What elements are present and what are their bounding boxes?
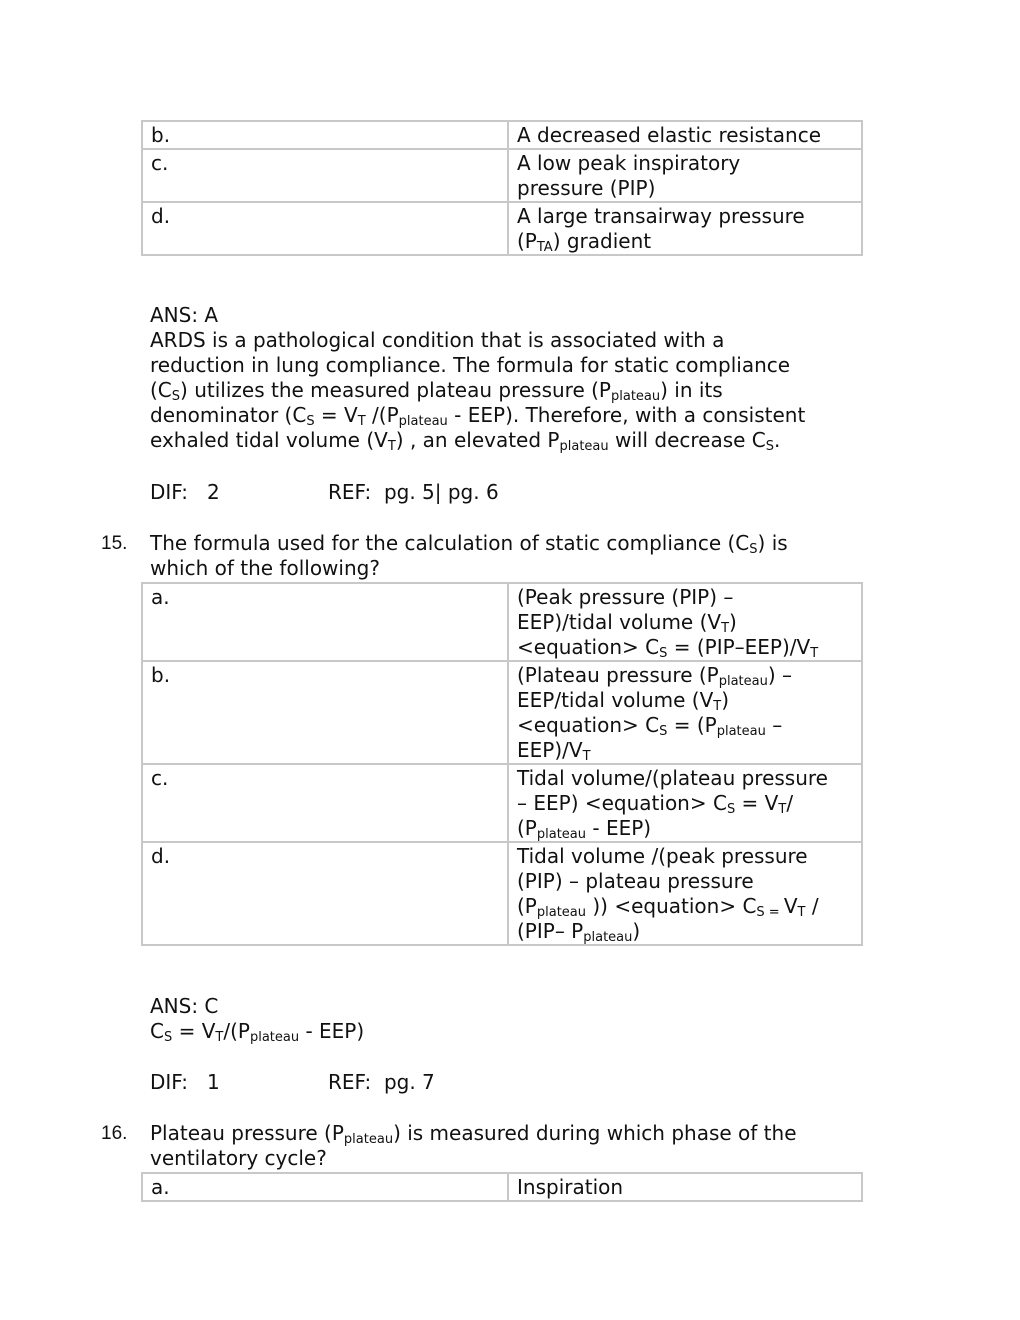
q15-difficulty: DIF: 1	[150, 1070, 220, 1094]
option-text: Inspiration	[508, 1173, 862, 1201]
q14-options-table	[141, 120, 863, 256]
option-letter: c.	[142, 149, 508, 202]
option-letter: c.	[142, 764, 508, 842]
option-row-c	[142, 764, 862, 842]
q14-reference: REF: pg. 5| pg. 6	[328, 480, 499, 504]
option-text: (Plateau pressure $(P_{plateau})$ – EEP/tidal volume $(V_T)$ <equation> $C_S = (P_{plateau}$ – $EEP)/V_T$	[508, 661, 862, 764]
q14-explanation: ARDS is a pathological condition that is associated with a reduction in lung compliance. The formula for static compliance $(C_S)$ utilizes the measured plateau pressure $(P_{plateau})$ in its denominator ($C_S = V_T$ $/(P_{plateau} - EEP)$. Therefore, with a consistent exhaled tidal volume $(V_T)$ , an elevated $P_{plateau}$ will decrease $C_S$.	[150, 328, 806, 454]
option-row-b	[142, 121, 862, 149]
option-letter: a.	[142, 1173, 508, 1201]
q15-options-table	[141, 582, 863, 946]
option-text: A large transairway pressure $(P_{TA})$ gradient	[508, 202, 862, 255]
option-letter: d.	[142, 842, 508, 945]
option-row-c	[142, 149, 862, 202]
q15-reference: REF: pg. 7	[328, 1070, 435, 1094]
question-number-15: 15.	[101, 533, 128, 554]
q14-answer: ANS: A	[150, 303, 219, 327]
option-letter: b.	[142, 661, 508, 764]
option-row-d	[142, 842, 862, 945]
option-text: A low peak inspiratory pressure (PIP)	[508, 149, 862, 202]
q15-explanation: $C_S = V_T/(P_{plateau} - EEP)$	[150, 1019, 365, 1045]
option-text: (Peak pressure (PIP) – EEP)/tidal volume $(V_T)$ <equation> $C_S = (PIP-EEP)/V_T$	[508, 583, 862, 661]
option-text: A decreased elastic resistance	[508, 121, 862, 149]
option-letter: b.	[142, 121, 508, 149]
option-row-a	[142, 1173, 862, 1201]
option-row-a	[142, 583, 862, 661]
q15-answer: ANS: C	[150, 994, 219, 1018]
q16-options-table	[141, 1172, 863, 1202]
option-letter: d.	[142, 202, 508, 255]
q15-stem: The formula used for the calculation of static compliance $(C_S)$ is which of the following?	[150, 531, 788, 580]
option-row-d	[142, 202, 862, 255]
option-letter: a.	[142, 583, 508, 661]
option-row-b	[142, 661, 862, 764]
option-text: Tidal volume/(plateau pressure – EEP) <equation> $C_S = V_T/$ $(P_{plateau} - EEP)$	[508, 764, 862, 842]
question-number-16: 16.	[101, 1123, 128, 1144]
q16-stem: Plateau pressure $(P_{plateau})$ is measured during which phase of the ventilatory cycle?	[150, 1121, 797, 1170]
option-text: Tidal volume /(peak pressure (PIP) – plateau pressure ($P_{plateau}$ )) <equation> $C_{S =}$ $V_T$ / (PIP– $P_{plateau}$)	[508, 842, 862, 945]
q14-difficulty: DIF: 2	[150, 480, 220, 504]
